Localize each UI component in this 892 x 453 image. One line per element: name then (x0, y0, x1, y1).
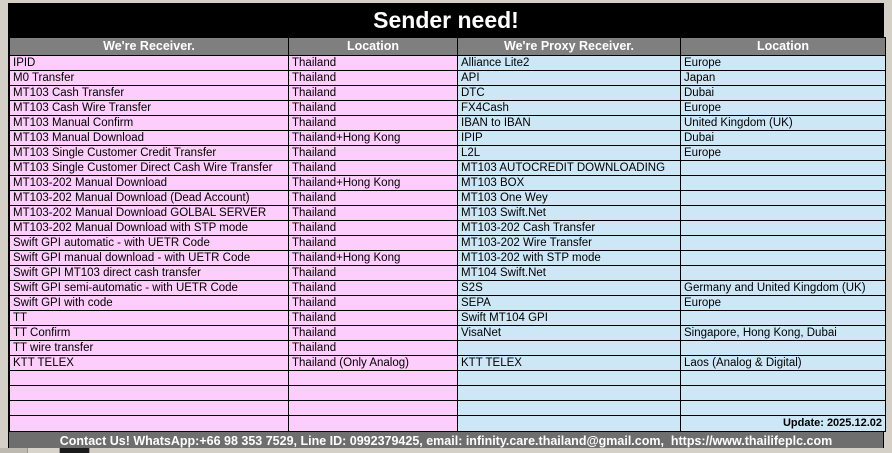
table-row (10, 296, 886, 311)
cell-proxy-location[interactable]: Europe (681, 296, 886, 311)
table-row (10, 161, 886, 176)
cell-receiver[interactable]: Swift GPI automatic - with UETR Code (10, 236, 289, 251)
cell-proxy-location[interactable] (681, 386, 886, 401)
cell-proxy[interactable]: MT103 BOX (458, 176, 681, 191)
cell-receiver-location[interactable]: Thailand (289, 146, 458, 161)
cell-proxy[interactable] (458, 371, 681, 386)
receiver-proxy-table (9, 37, 886, 432)
cell-proxy[interactable] (458, 401, 681, 416)
cell-proxy[interactable] (458, 386, 681, 401)
cell-proxy[interactable]: DTC (458, 86, 681, 101)
cell-receiver[interactable]: MT103 Cash Transfer (10, 86, 289, 101)
cell-receiver-location[interactable]: Thailand (289, 116, 458, 131)
cell-proxy[interactable]: VisaNet (458, 326, 681, 341)
cell-proxy-location[interactable] (681, 191, 886, 206)
sheet-tab[interactable] (60, 448, 90, 453)
cell-proxy-location[interactable]: Germany and United Kingdom (UK) (681, 281, 886, 296)
cell-receiver-location[interactable]: Thailand (289, 56, 458, 71)
cell-proxy[interactable]: Swift MT104 GPI (458, 311, 681, 326)
table-row (10, 116, 886, 131)
update-note-cell[interactable]: Update: 2025.12.02 (681, 416, 886, 432)
cell-proxy-location[interactable] (681, 341, 886, 356)
cell-receiver[interactable]: MT103-202 Manual Download GOLBAL SERVER (10, 206, 289, 221)
cell-receiver-location[interactable] (289, 371, 458, 386)
cell-receiver[interactable] (10, 416, 289, 432)
table-row (10, 221, 886, 236)
cell-receiver[interactable] (10, 371, 289, 386)
cell-receiver-location[interactable]: Thailand (289, 341, 458, 356)
cell-proxy-location[interactable] (681, 176, 886, 191)
cell-receiver-location[interactable]: Thailand (289, 296, 458, 311)
cell-proxy[interactable]: IPIP (458, 131, 681, 146)
cell-receiver[interactable]: Swift GPI with code (10, 296, 289, 311)
table-row (10, 326, 886, 341)
table-row (10, 131, 886, 146)
cell-receiver-location[interactable]: Thailand (289, 71, 458, 86)
cell-receiver[interactable]: IPID (10, 56, 289, 71)
cell-receiver-location[interactable]: Thailand+Hong Kong (289, 251, 458, 266)
cell-proxy-location[interactable] (681, 266, 886, 281)
cell-receiver[interactable]: MT103 Cash Wire Transfer (10, 101, 289, 116)
cell-receiver-location[interactable]: Thailand+Hong Kong (289, 131, 458, 146)
cell-proxy[interactable]: MT103 One Wey (458, 191, 681, 206)
cell-proxy[interactable]: MT103 AUTOCREDIT DOWNLOADING (458, 161, 681, 176)
cell-proxy-location[interactable]: Europe (681, 56, 886, 71)
table-row (10, 266, 886, 281)
cell-proxy[interactable] (458, 341, 681, 356)
table-row (10, 251, 886, 266)
cell-receiver[interactable]: M0 Transfer (10, 71, 289, 86)
update-row (10, 416, 886, 432)
cell-receiver[interactable] (10, 386, 289, 401)
cell-proxy-location[interactable]: Laos (Analog & Digital) (681, 356, 886, 371)
table-row (10, 71, 886, 86)
cell-proxy-location[interactable] (681, 221, 886, 236)
cell-receiver-location[interactable]: Thailand (289, 86, 458, 101)
cell-receiver[interactable]: KTT TELEX (10, 356, 289, 371)
table-row (10, 386, 886, 401)
table-row (10, 56, 886, 71)
cell-receiver[interactable]: MT103-202 Manual Download with STP mode (10, 221, 289, 236)
cell-receiver[interactable]: MT103 Single Customer Credit Transfer (10, 146, 289, 161)
cell-receiver-location[interactable]: Thailand (289, 221, 458, 236)
cell-proxy[interactable]: MT104 Swift.Net (458, 266, 681, 281)
contact-bar[interactable]: Contact Us! WhatsApp:+66 98 353 7529, Line ID: 0992379425, email: infinity.care.thailand@gmail.com, https://www.thailifeplc.com (9, 432, 883, 450)
table-row (10, 101, 886, 116)
cell-receiver-location[interactable]: Thailand (289, 311, 458, 326)
column-header-receiver[interactable]: We're Receiver. (10, 38, 289, 56)
sheet-tab[interactable] (28, 448, 60, 453)
column-header-receiver-location[interactable]: Location (289, 38, 458, 56)
table-row (10, 311, 886, 326)
cell-receiver[interactable]: MT103 Manual Confirm (10, 116, 289, 131)
column-header-proxy-location[interactable]: Location (681, 38, 886, 56)
cell-proxy[interactable]: L2L (458, 146, 681, 161)
sheet-left-margin (0, 0, 8, 453)
cell-receiver-location[interactable]: Thailand (289, 281, 458, 296)
cell-proxy[interactable]: MT103-202 Wire Transfer (458, 236, 681, 251)
cell-proxy[interactable]: MT103 Swift.Net (458, 206, 681, 221)
cell-receiver-location[interactable] (289, 386, 458, 401)
cell-receiver-location[interactable]: Thailand (289, 266, 458, 281)
table-row (10, 191, 886, 206)
cell-proxy-location[interactable]: Europe (681, 146, 886, 161)
cell-proxy-location[interactable]: Singapore, Hong Kong, Dubai (681, 326, 886, 341)
table-row (10, 236, 886, 251)
cell-receiver-location[interactable] (289, 416, 458, 432)
cell-proxy[interactable]: MT103-202 Cash Transfer (458, 221, 681, 236)
cell-receiver-location[interactable]: Thailand (289, 206, 458, 221)
table-row (10, 176, 886, 191)
cell-proxy-location[interactable] (681, 401, 886, 416)
sheet-tab[interactable] (0, 448, 28, 453)
cell-proxy[interactable]: IBAN to IBAN (458, 116, 681, 131)
cell-proxy-location[interactable] (681, 161, 886, 176)
table-row (10, 401, 886, 416)
table-row (10, 281, 886, 296)
table-row (10, 371, 886, 386)
cell-receiver[interactable]: MT103 Manual Download (10, 131, 289, 146)
cell-receiver[interactable]: TT wire transfer (10, 341, 289, 356)
cell-proxy[interactable]: MT103-202 with STP mode (458, 251, 681, 266)
cell-proxy-location[interactable] (681, 311, 886, 326)
sheet-tab-strip (0, 448, 892, 453)
cell-proxy-location[interactable] (681, 206, 886, 221)
cell-receiver[interactable] (10, 401, 289, 416)
cell-receiver-location[interactable]: Thailand (289, 191, 458, 206)
cell-receiver[interactable]: Swift GPI manual download - with UETR Code (10, 251, 289, 266)
column-header-proxy-receiver[interactable]: We're Proxy Receiver. (458, 38, 681, 56)
cell-receiver-location[interactable]: Thailand (289, 161, 458, 176)
cell-proxy[interactable]: KTT TELEX (458, 356, 681, 371)
header-row (10, 38, 886, 56)
cell-proxy-location[interactable] (681, 251, 886, 266)
spreadsheet (8, 3, 884, 451)
cell-receiver-location[interactable]: Thailand (289, 326, 458, 341)
table-body (10, 56, 886, 416)
cell-proxy[interactable]: SEPA (458, 296, 681, 311)
cell-proxy-location[interactable]: Dubai (681, 131, 886, 146)
cell-receiver[interactable]: Swift GPI semi-automatic - with UETR Code (10, 281, 289, 296)
cell-receiver[interactable]: TT Confirm (10, 326, 289, 341)
cell-proxy[interactable]: API (458, 71, 681, 86)
cell-proxy-location[interactable]: United Kingdom (UK) (681, 116, 886, 131)
sheet-title-cell[interactable]: Sender need! (9, 4, 883, 37)
table-row (10, 206, 886, 221)
cell-proxy-location[interactable] (681, 371, 886, 386)
cell-receiver-location[interactable]: Thailand+Hong Kong (289, 176, 458, 191)
table-row (10, 86, 886, 101)
cell-proxy-location[interactable]: Japan (681, 71, 886, 86)
cell-receiver-location[interactable]: Thailand (289, 236, 458, 251)
cell-receiver[interactable]: MT103-202 Manual Download (Dead Account) (10, 191, 289, 206)
cell-proxy-location[interactable]: Dubai (681, 86, 886, 101)
cell-receiver[interactable]: TT (10, 311, 289, 326)
cell-receiver[interactable]: MT103-202 Manual Download (10, 176, 289, 191)
table-row (10, 146, 886, 161)
cell-receiver-location[interactable]: Thailand (289, 101, 458, 116)
table-row (10, 341, 886, 356)
cell-proxy[interactable]: S2S (458, 281, 681, 296)
cell-proxy-location[interactable]: Europe (681, 101, 886, 116)
cell-receiver[interactable]: MT103 Single Customer Direct Cash Wire Transfer (10, 161, 289, 176)
cell-proxy-location[interactable] (681, 236, 886, 251)
cell-proxy[interactable] (458, 416, 681, 432)
cell-receiver[interactable]: Swift GPI MT103 direct cash transfer (10, 266, 289, 281)
table-row (10, 356, 886, 371)
cell-receiver-location[interactable]: Thailand (Only Analog) (289, 356, 458, 371)
cell-proxy[interactable]: Alliance Lite2 (458, 56, 681, 71)
cell-proxy[interactable]: FX4Cash (458, 101, 681, 116)
cell-receiver-location[interactable] (289, 401, 458, 416)
